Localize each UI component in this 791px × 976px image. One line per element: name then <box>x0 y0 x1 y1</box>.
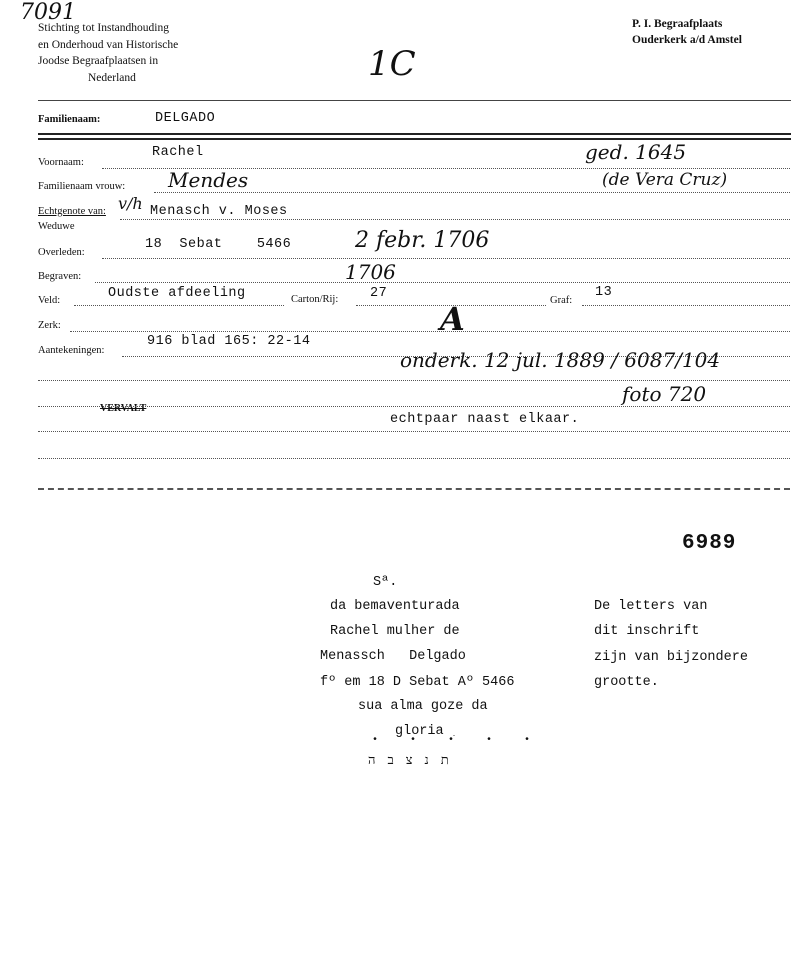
couple-note: echtpaar naast elkaar. <box>390 412 580 427</box>
veld-dots <box>74 305 284 306</box>
remark-line: zijn van bijzondere <box>594 650 748 665</box>
organization-block <box>38 20 178 86</box>
handwritten-note-2: foto 720 <box>622 382 707 406</box>
handwritten-note-1: onderk. 12 jul. 1889 / 6087/104 <box>400 348 721 372</box>
cemetery-block <box>632 16 742 48</box>
begraven-label: Begraven: <box>38 271 82 282</box>
organization-line: Stichting tot Instandhouding <box>38 22 169 34</box>
bottom-dashed-rule <box>38 488 790 490</box>
inscription-line: da bemaventurada <box>330 599 460 614</box>
top-rule <box>38 100 791 101</box>
familienaam-value: DELGADO <box>155 111 216 126</box>
familienaam-label: Familienaam: <box>38 114 101 125</box>
zerk-label: Zerk: <box>38 320 61 331</box>
organization-line: Joodse Begraafplaatsen in <box>38 55 159 67</box>
notes-dots-3 <box>38 431 790 432</box>
zerk-note: A <box>440 300 465 338</box>
organization-line: en Onderhoud van Historische <box>38 38 179 51</box>
inscription-line: Rachel mulher de <box>330 624 460 639</box>
organization-line: Nederland <box>88 71 136 84</box>
weduwe-label: Weduwe <box>38 221 75 232</box>
voornaam-value: Rachel <box>152 145 204 160</box>
aantekeningen-value: 916 blad 165: 22-14 <box>147 334 311 349</box>
death-date-note: 2 febr. 1706 <box>355 228 490 253</box>
echtgenote-label: Echtgenote van: <box>38 206 106 217</box>
carton-label: Carton/Rij: <box>291 294 339 305</box>
familienaam-vrouw-label: Familienaam vrouw: <box>38 181 126 192</box>
familienaam-vrouw-value: Mendes <box>168 168 249 192</box>
veld-value: Oudste afdeeling <box>108 286 246 301</box>
graf-dots <box>582 305 790 306</box>
overleden-value: 18 Sebat 5466 <box>145 237 292 252</box>
inscription-line: fº em 18 D Sebat Aº 5466 <box>320 675 515 690</box>
cemetery-line: Ouderkerk a/d Amstel <box>632 34 742 46</box>
familienaam-vrouw-note: (de Vera Cruz) <box>602 170 728 190</box>
overleden-label: Overleden: <box>38 247 85 258</box>
handwritten-mark: 1C <box>368 44 416 84</box>
carton-value: 27 <box>370 286 388 301</box>
hebrew-abbreviation: תנצבה <box>368 752 461 767</box>
card-number: 7091 <box>20 0 76 25</box>
notes-dots-2 <box>38 406 790 407</box>
burial-note: 1706 <box>345 260 396 284</box>
echtgenote-prefix: v/h <box>118 194 143 213</box>
notes-dots-4 <box>38 458 790 459</box>
graf-label: Graf: <box>550 295 573 306</box>
veld-label: Veld: <box>38 295 61 306</box>
cemetery-line: P. I. Begraafplaats <box>632 18 723 30</box>
inscription-line: sua alma goze da <box>358 699 488 714</box>
begraven-dots <box>95 282 790 283</box>
index-number: 6989 <box>682 532 737 555</box>
voornaam-label: Voornaam: <box>38 157 84 168</box>
inscription-line: Menassch Delgado <box>320 649 466 664</box>
header-rule-1 <box>38 133 791 135</box>
inscription-line: gloria <box>395 724 444 739</box>
remark-line: dit inschrift <box>594 624 700 639</box>
birth-note: ged. 1645 <box>585 140 687 164</box>
zerk-dots <box>70 331 790 332</box>
struck-text: VERVALT <box>100 403 147 414</box>
hebrew-dots: • • •̇ • • <box>372 735 544 746</box>
aantekeningen-label: Aantekeningen: <box>38 345 105 356</box>
inscription-line: Sª. <box>373 575 398 590</box>
graf-value: 13 <box>595 285 613 300</box>
echtgenote-dots <box>120 219 790 220</box>
remark-line: grootte. <box>594 675 659 690</box>
familienaam-vrouw-dots <box>154 192 790 193</box>
echtgenote-value: Menasch v. Moses <box>150 204 288 219</box>
remark-line: De letters van <box>594 599 708 614</box>
notes-dots-1 <box>38 380 790 381</box>
overleden-dots <box>102 258 790 259</box>
